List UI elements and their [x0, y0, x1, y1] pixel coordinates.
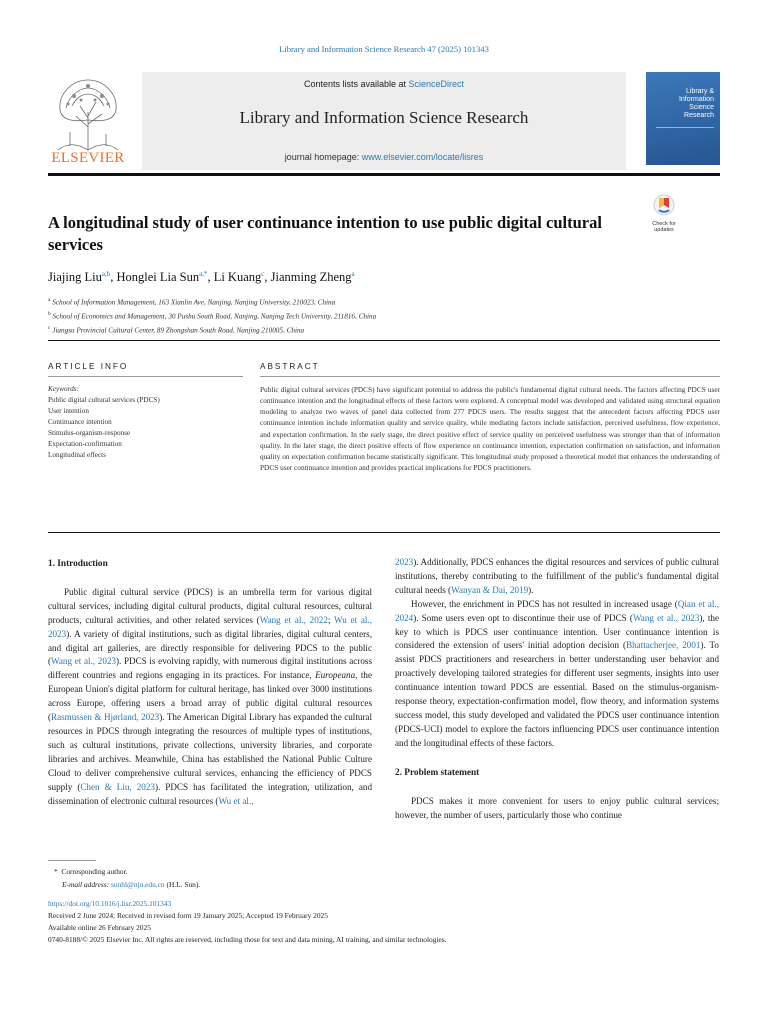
- citation-link[interactable]: Wu et al., 2023: [48, 614, 372, 639]
- citation-link[interactable]: Wu et al.,: [218, 795, 254, 806]
- abstract-text: Public digital cultural services (PDCS) have significant potential to address the public's fundamental digital cultural needs. The factors affecting PDCS user continuance intention and the longitudinal effects of these factors were explored. A conceptual model was developed and validated using structural equation modeling to analyze two waves of panel data collected from 277 PDCS users. The results suggest that the antecedent factors affecting PDCS user continuance intention include information quality and service quality, while mediating factors include satisfaction, perceived usefulness, flow experience, and expectation confirmation. In the early stage, the direct positive effect of service quality on perceived usefulness was stronger than that of information quality. In the later stage, the direct positive effects of flow experience on continuance intention, expectation confirmation on satisfaction, and information quality on expectation confirmation became statistically significant. This longitudinal study proposed a theoretical model that enhances the understanding of PDCS user continuance intention and provides practical implications for PDCS practitioners.: [260, 385, 720, 473]
- abstract-bottom-rule: [48, 532, 720, 533]
- elsevier-logo[interactable]: [48, 72, 128, 170]
- affiliation-item: [48, 323, 668, 337]
- cover-line: Research: [684, 112, 714, 119]
- crossmark-label-line: updates: [654, 227, 674, 233]
- journal-masthead: [48, 72, 720, 170]
- body-paragraph: PDCS makes it more convenient for users to enjoy public cultural services; however, the number of users, particularly those who continue: [395, 795, 719, 820]
- section-heading-problem-statement: 2. Problem statement: [395, 767, 480, 778]
- masthead-rule: [48, 173, 720, 176]
- journal-info-box: [142, 72, 626, 170]
- author-separator: ,: [110, 270, 117, 285]
- keyword-item: Expectation-confirmation: [48, 440, 122, 448]
- body-text: However, the enrichment in PDCS has not resulted in increased usage (: [411, 598, 678, 609]
- contents-prefix: Contents lists available at: [303, 79, 409, 89]
- affiliations: [48, 295, 668, 337]
- contents-line: [142, 79, 626, 89]
- body-text: ). To assist PDCS practitioners and researchers in better understanding user behavior and proactively developing tailored strategies for different user segments, insights into user continuance intention toward PDCS are essential. Based on the stimulus-organism-response theory, expectation-confirmation model, flow theory, and information systems success model, this study developed and validated the PDCS user continuance intention (PDCS-UCI) model to explore the factors influencing PDCS user continuance intention and the longitudinal effects of these factors.: [395, 640, 719, 748]
- citation-link[interactable]: Wang et al., 2023: [632, 612, 700, 623]
- cover-line: Library &: [685, 88, 714, 95]
- email-label: E-mail address:: [62, 880, 110, 889]
- homepage-prefix: journal homepage:: [284, 152, 362, 162]
- affiliation-text: School of Information Management, 163 Xianlin Ave, Nanjing, Nanjing University, 210023, China: [52, 298, 336, 307]
- affiliation-item: [48, 295, 668, 309]
- body-text: Public digital cultural service (PDCS) is an umbrella term for various digital cultural services, including digital cultural products, digital cultural resources, cultural products, cultural activities, and other related services (: [48, 586, 372, 625]
- received-dates: Received 2 June 2024; Received in revised form 19 January 2025; Accepted 19 February 2025: [48, 911, 328, 920]
- keywords-label: Keywords:: [48, 385, 79, 393]
- citation-link[interactable]: Qian et al., 2024: [395, 598, 719, 623]
- author-affiliation-mark[interactable]: a,*: [199, 270, 208, 278]
- corresponding-author-note: [48, 865, 728, 878]
- author-affiliation-mark[interactable]: a,b: [101, 270, 111, 278]
- keyword-item: Stimulus-organism-response: [48, 429, 131, 437]
- section-spacer: [395, 751, 719, 765]
- article-info-underline: [48, 376, 243, 377]
- author-name[interactable]: Honglei Lia Sun: [116, 270, 200, 285]
- cover-divider: [656, 127, 714, 143]
- cover-title: [654, 88, 714, 120]
- body-text: ). The American Digital Library has expanded the cultural resources in PDCS through integrating the resources of multiple types of institutions, such as cultural institutions, private collections, university libraries, and corporate libraries and archives. Meanwhile, China has established the National Public Culture Cloud to deliver comprehensive cultural services, enhancing the efficiency of PDCS supply (: [48, 712, 372, 792]
- publisher-name: ELSEVIER: [51, 150, 125, 166]
- cover-line: Information: [678, 96, 714, 103]
- crossmark-label-line: Check for: [652, 221, 676, 227]
- body-text: ). A variety of digital institutions, such as digital libraries, digital cultural centers, and digital art galleries, are directly responsible for delivering PDCS to the public (: [48, 628, 372, 667]
- body-text: , the European Union's digital platform for cultural heritage, has linked over 3000 institutions across Europe, offering users a broad array of public digital cultural resources (: [48, 670, 372, 723]
- journal-homepage-link[interactable]: www.elsevier.com/locate/lisres: [361, 152, 484, 162]
- email-note: [48, 878, 728, 891]
- affiliation-mark: b: [48, 310, 51, 317]
- email-owner: (H.L. Sun).: [166, 880, 201, 889]
- author-name[interactable]: Jianming Zheng: [270, 270, 352, 285]
- affiliation-text: School of Economics and Management, 30 Pushu South Road, Nanjing, Nanjing Tech University, 211816, China: [52, 312, 377, 321]
- affiliation-mark: a: [48, 297, 51, 303]
- crossmark-label: [649, 221, 679, 233]
- copyright-notice: 0740-8188/© 2025 Elsevier Inc. All rights are reserved, including those for text and data mining, AI training, and similar technologies.: [48, 935, 447, 944]
- keyword-item: Public digital cultural services (PDCS): [48, 396, 160, 404]
- elsevier-tree-icon: [48, 72, 128, 152]
- keywords-block: [48, 384, 248, 461]
- affiliation-item: [48, 309, 668, 323]
- affiliation-text: Jiangsu Provincial Cultural Center, 89 Zhongshan South Road, Nanjing 210005, China: [52, 326, 305, 335]
- body-text: ).: [528, 584, 534, 595]
- keyword-item: Longitudinal effects: [48, 451, 106, 459]
- citation-link[interactable]: Wanyan & Dai, 2019: [451, 584, 529, 595]
- journal-cover-thumbnail[interactable]: [646, 72, 720, 165]
- keyword-item: User intention: [48, 407, 89, 415]
- article-info-heading: ARTICLE INFO: [48, 362, 129, 371]
- citation-link[interactable]: Bhattacherjee, 2001: [626, 640, 701, 651]
- doi-line: [48, 897, 728, 910]
- sciencedirect-link[interactable]: ScienceDirect: [408, 79, 465, 89]
- author-list: [48, 270, 648, 285]
- check-for-updates-button[interactable]: [649, 194, 679, 233]
- body-paragraph: [395, 556, 719, 598]
- article-info-top-rule: [48, 340, 720, 341]
- homepage-line: [142, 152, 626, 162]
- author-name[interactable]: Jiajing Liu: [48, 270, 102, 285]
- author-name[interactable]: Li Kuang: [213, 270, 262, 285]
- abstract-heading: ABSTRACT: [260, 362, 320, 371]
- body-text: ). PDCS has facilitated the integration, utilization, and dissemination of electronic cultural resources (: [48, 781, 372, 806]
- keyword-item: Continuance intention: [48, 418, 112, 426]
- citation-link[interactable]: Wang et al., 2023: [51, 656, 116, 667]
- italic-text: Europeana: [315, 670, 356, 681]
- doi-link[interactable]: https://doi.org/10.1016/j.lisr.2025.101343: [48, 899, 172, 908]
- body-text: ;: [327, 614, 335, 625]
- footnote-mark: *: [54, 867, 58, 876]
- running-head[interactable]: Library and Information Science Research 47 (2025) 101343: [279, 44, 489, 54]
- cover-line: Science: [689, 104, 714, 111]
- journal-title: Library and Information Science Research: [239, 108, 529, 127]
- available-online: Available online 26 February 2025: [48, 923, 151, 932]
- email-link[interactable]: sunhl@nju.edu.cn: [111, 880, 165, 889]
- corresponding-author-text: Corresponding author.: [61, 867, 128, 876]
- citation-link[interactable]: Chen & Liu, 2023: [80, 781, 155, 792]
- citation-link[interactable]: 2023: [395, 557, 414, 567]
- body-paragraph: [395, 598, 719, 751]
- author-affiliation-mark[interactable]: c: [261, 270, 265, 278]
- abstract-underline: [260, 376, 720, 377]
- article-title: A longitudinal study of user continuance intention to use public digital cultural services: [48, 213, 602, 254]
- author-affiliation-mark[interactable]: a: [351, 270, 355, 278]
- body-column-left: [48, 556, 372, 808]
- body-text: ). Additionally, PDCS enhances the digital resources and services of public cultural institutions, thereby contributing to the fulfillment of the public's fundamental digital cultural needs (: [395, 557, 719, 595]
- body-text: ), the key to which is PDCS user continuance intention. User continuance intention is considered the extension of users' initial adoption decision (: [395, 612, 719, 651]
- body-text: ). PDCS is evolving rapidly, with numerous digital institutions across different countries and regions engaging in its practices. For instance,: [48, 656, 373, 681]
- section-heading-introduction: 1. Introduction: [48, 559, 108, 569]
- author-separator: ,: [207, 270, 214, 285]
- body-column-right: [395, 556, 719, 822]
- crossmark-icon: [653, 194, 675, 216]
- affiliation-mark: c: [48, 324, 51, 331]
- citation-link[interactable]: Wang et al., 2022: [259, 614, 328, 625]
- footnote-rule: [48, 860, 96, 861]
- footnotes: [48, 865, 728, 946]
- body-paragraph: [48, 586, 372, 809]
- citation-link[interactable]: Rasmussen & Hjørland, 2023: [51, 712, 160, 723]
- author-separator: ,: [264, 270, 271, 285]
- body-text: ). Some users even opt to discontinue their use of PDCS (: [413, 612, 633, 623]
